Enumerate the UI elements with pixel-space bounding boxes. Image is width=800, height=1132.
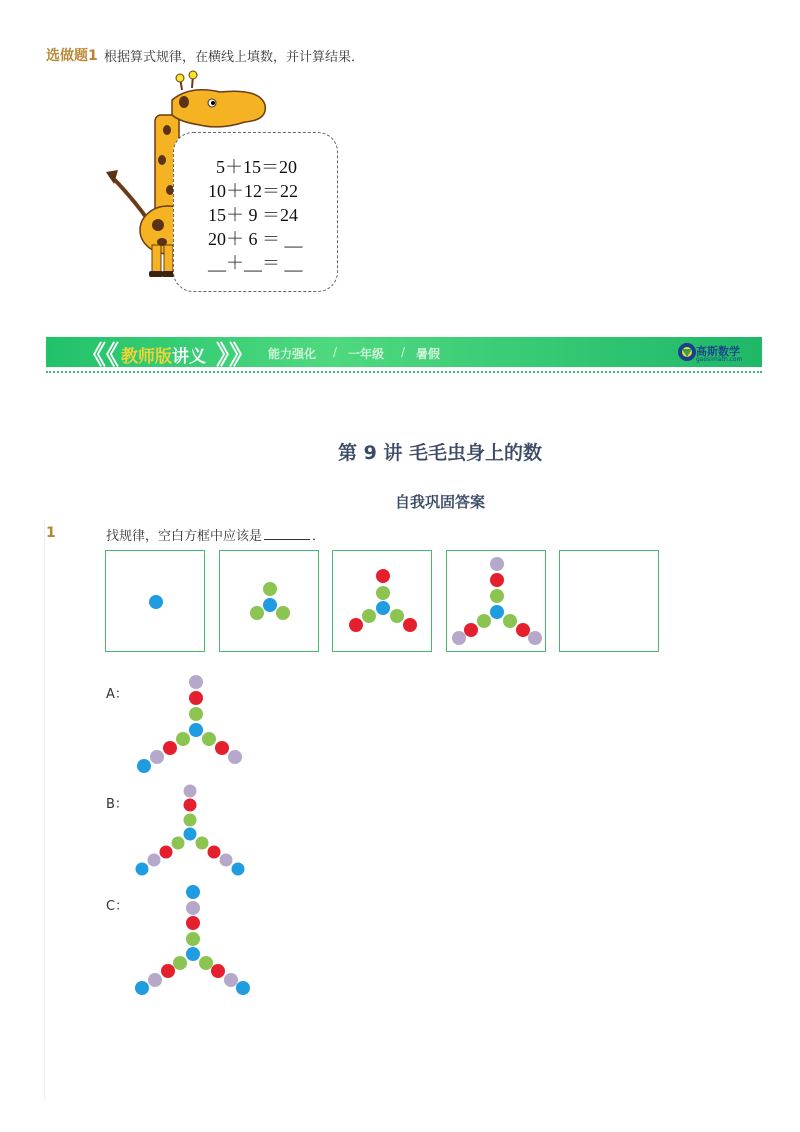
exercise-instruction: 根据算式规律，在横线上填数，并计算结果． (104, 50, 365, 65)
option-a-label: A： (106, 687, 128, 702)
crumb-ability: 能力强化 (268, 347, 317, 361)
pattern-figure (447, 551, 547, 651)
option-a-figure (130, 672, 250, 777)
equation-box (173, 132, 338, 292)
equation-line: 15＋ 9 ＝24 (208, 205, 298, 225)
answer-blank (264, 527, 310, 540)
exercise-label: 选做题1 (46, 48, 98, 64)
logo-text: 高斯数学 (696, 345, 740, 358)
equation-line: 10＋12＝22 (208, 181, 298, 201)
crumb-summer: 暑假 (416, 347, 441, 361)
equation-line: 20＋ 6 ＝ __ (208, 229, 303, 249)
option-c-label: C： (106, 899, 129, 914)
question-number: 1 (46, 525, 56, 541)
banner-title (121, 342, 206, 367)
banner-title-part2: 讲义 (172, 347, 206, 367)
gaosi-logo-icon (676, 341, 698, 363)
logo-subtext: gaosimath.com (696, 356, 743, 363)
banner-title-part1: 教师版 (121, 347, 172, 367)
section-title: 自我巩固答案 (394, 493, 485, 511)
pattern-frame-blank (559, 550, 659, 652)
banner-divider (46, 371, 762, 373)
pattern-frame-2 (219, 550, 319, 652)
equation-line: __＋__＝ __ (208, 253, 303, 273)
header-banner (46, 337, 762, 371)
crumb-separator: / (333, 345, 338, 359)
pattern-frame-3 (332, 550, 432, 652)
option-b-figure (130, 782, 250, 877)
equation-line: 5＋15＝20 (216, 157, 297, 177)
lecture-title: 第 9 讲 毛毛虫身上的数 (337, 442, 543, 464)
crumb-separator: / (401, 345, 406, 359)
pattern-figure (333, 551, 433, 651)
pattern-figure (106, 551, 206, 651)
question-text-before: 找规律，空白方框中应该是 (106, 529, 263, 544)
question-text-after: ． (312, 529, 326, 544)
left-chevrons: 《《 (80, 341, 120, 371)
pattern-figure (220, 551, 320, 651)
option-b-label: B： (106, 797, 128, 812)
option-c-figure (130, 882, 255, 997)
margin-rule (44, 520, 45, 1100)
question-text (106, 525, 325, 544)
crumb-grade: 一年级 (348, 347, 385, 361)
pattern-frame-4 (446, 550, 546, 652)
right-chevrons: 》》 (216, 341, 256, 371)
pattern-frame-1 (105, 550, 205, 652)
